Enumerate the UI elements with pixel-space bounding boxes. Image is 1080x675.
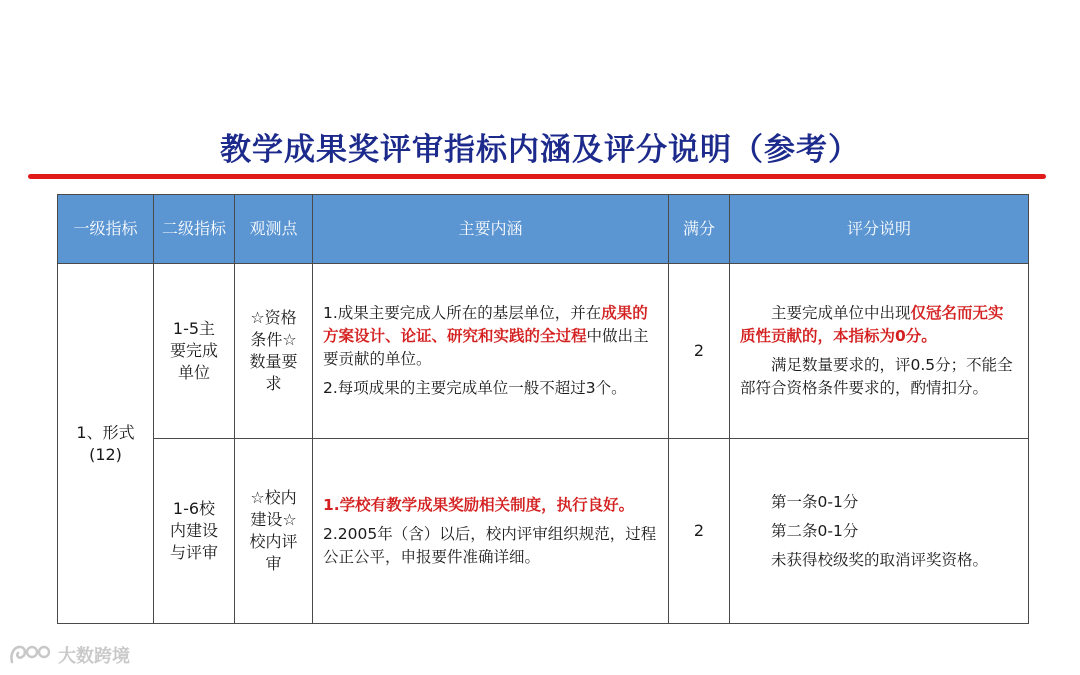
header-observe: 观测点 <box>235 195 313 264</box>
content-paragraph <box>323 494 658 517</box>
text-run: 主要完成单位中出现 <box>771 304 911 322</box>
header-level2: 二级指标 <box>154 195 235 264</box>
content-paragraph <box>323 377 658 400</box>
text-run: 1.成果主要完成人所在的基层单位，并在 <box>323 304 602 322</box>
header-full-score: 满分 <box>669 195 730 264</box>
level1-cell <box>58 264 154 624</box>
full-score-cell: 2 <box>669 264 730 439</box>
scoring-paragraph <box>740 520 1018 543</box>
watermark <box>8 640 130 670</box>
scoring-paragraph <box>740 491 1018 514</box>
observe-cell: ☆校内建设☆校内评审 <box>235 439 313 624</box>
highlighted-text: 成果的方案设计、论证、研究和实践的全过程 <box>323 304 648 345</box>
scoring-paragraph <box>740 354 1018 400</box>
header-scoring: 评分说明 <box>730 195 1029 264</box>
text-run: 中做出主要贡献的单位。 <box>323 327 649 368</box>
content-paragraph <box>323 523 658 569</box>
page-title: 教学成果奖评审指标内涵及评分说明（参考） <box>220 132 860 168</box>
content-paragraph <box>323 302 658 371</box>
content-cell <box>313 439 669 624</box>
level2-cell: 1-5主要完成单位 <box>154 264 235 439</box>
level1-name: 1、形式 <box>76 422 135 442</box>
header-level1: 一级指标 <box>58 195 154 264</box>
text-run: 2.2005年（含）以后，校内评审组织规范，过程公正公平，申报要件准确详细。 <box>323 524 657 566</box>
brand-logo-icon <box>8 642 52 668</box>
text-run: 满足数量要求的，评0.5分；不能全部符合资格条件要求的，酌情扣分。 <box>740 356 1013 397</box>
text-run: 2.每项成果的主要完成单位一般不超过3个。 <box>323 379 627 397</box>
scoring-paragraph <box>740 302 1018 348</box>
scoring-paragraph <box>740 549 1018 572</box>
full-score-cell: 2 <box>669 439 730 624</box>
title-underline <box>28 174 1046 179</box>
highlighted-text: 仅冠名而无实质性贡献的，本指标为0分。 <box>740 304 1004 345</box>
level1-score: (12) <box>89 444 122 464</box>
table-row <box>58 439 1029 624</box>
content-cell <box>313 264 669 439</box>
scoring-cell <box>730 264 1029 439</box>
index-table <box>57 194 1029 624</box>
text-run: 未获得校级奖的取消评奖资格。 <box>771 550 989 569</box>
table-row <box>58 264 1029 439</box>
text-run: 第二条0-1分 <box>771 521 859 540</box>
scoring-cell <box>730 439 1029 624</box>
observe-cell: ☆资格条件☆数量要求 <box>235 264 313 439</box>
header-content: 主要内涵 <box>313 195 669 264</box>
highlighted-text: 1.学校有教学成果奖励相关制度，执行良好。 <box>323 495 635 514</box>
level2-cell: 1-6校内建设与评审 <box>154 439 235 624</box>
text-run: 第一条0-1分 <box>771 492 859 511</box>
watermark-text: 大数跨境 <box>58 646 130 667</box>
table-header-row <box>58 195 1029 264</box>
